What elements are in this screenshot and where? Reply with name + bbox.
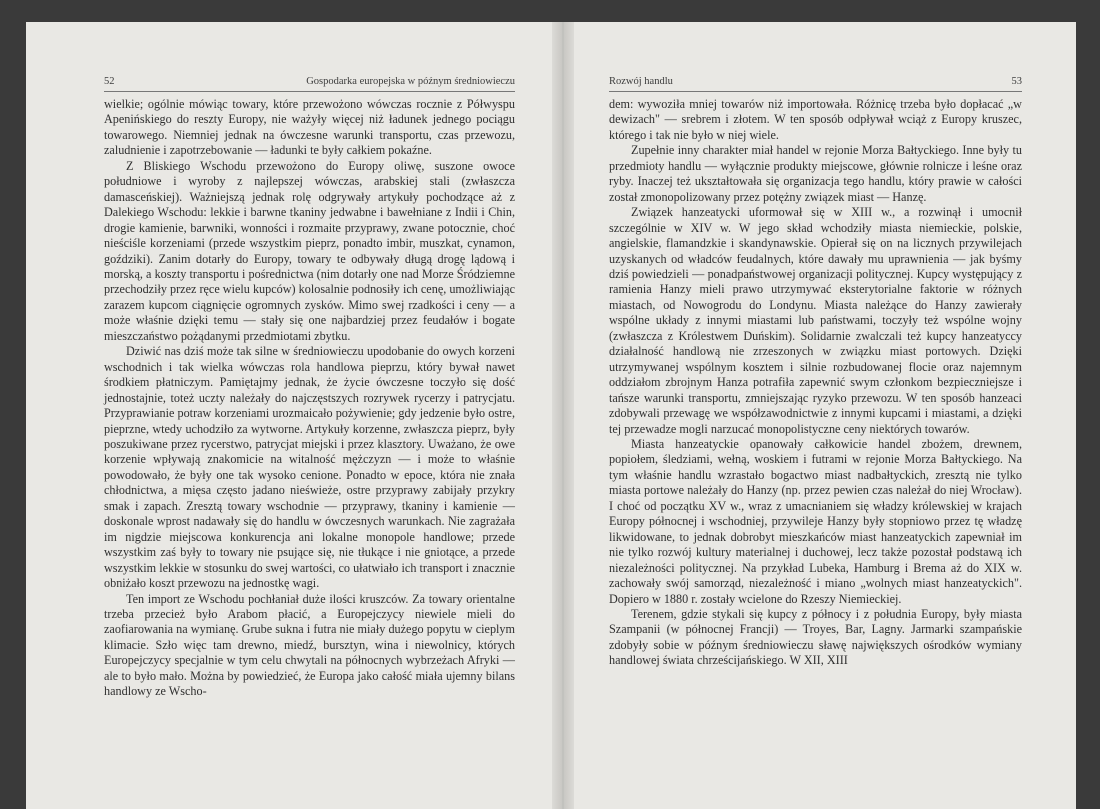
paragraph: Dziwić nas dziś może tak silne w średniowieczu upodobanie do owych korzeni wschodnich i tak wielka wówczas rola handlowa pieprzu, który bywał nawet środkiem płatniczym. Pamiętajmy jednak, że życie ówczesne toczyło się dość jednostajnie, toteż uczty należały do najczęstszych rozrywek rycerzy i patrycjatu. Przyprawianie potraw korzeniami urozmaicało pożywienie; gdy jedzenie było ostre, pieprzne, wtedy uchodziło za wytworne. Artykuły korzenne, zwłaszcza pieprz, były poszukiwane przez rycerstwo, patrycjat miejski i przez klasztory. Uważano, że owe korzenie wpływają znakomicie na witalność mężczyzn — i może to właśnie powodowało, że były one tak wysoko cenione. Ponadto w epoce, która nie znała chłodnictwa, a mięsa często jadano nieświeże, ostre przyprawy zabijały przykry smak i zapach. Zresztą towary wschodnie — przyprawy, tkaniny i kamienie — doskonale wprost nadawały się do handlu w ówczesnych warunkach. Nie zagrażała im nigdzie miejscowa konkurencja ani lokalne monopole handlowe; przede wszystkim zaś były to towary nie psujące się, nie tłukące i nie gniotące, a przede wszystkim lekkie w stosunku do swej wartości, co ułatwiało ich transport i znacznie obniżało koszt przewozu na jednostkę wagi.	[104, 344, 515, 591]
paragraph: wielkie; ogólnie mówiąc towary, które przewożono wówczas rocznie z Półwyspu Apenińskiego do reszty Europy, nie ważyły więcej niż ładunek jednego pociągu towarowego. Niemniej jednak na ówczesne warunki transportu, czas przewozu, zaludnienie i zapotrzebowanie — ładunki te były całkiem pokaźne.	[104, 97, 515, 158]
right-page	[574, 22, 1076, 809]
paragraph: Związek hanzeatycki uformował się w XIII w., a rozwinął i umocnił szczególnie w XIV w. W jego skład wchodziły miasta niemieckie, polskie, angielskie, flamandzkie i skandynawskie. Opierał się on na licznych przywilejach uzyskanych od władców feudalnych, które dawały mu uprawnienia — jak byśmy dziś powiedzieli — ponadpaństwowej organizacji politycznej. Kupcy występujący z ramienia Hanzy mieli prawo utrzymywać eksterytorialne faktorie w różnych miastach, od Nowogrodu do Londynu. Miasta należące do Hanzy zawierały wspólne układy z innymi miastami lub państwami, toczyły też wspólne wojny (zwłaszcza z Królestwem Duńskim). Solidarnie zwalczali też kupcy hanzeatyccy działalność handlową nie zrzeszonych w związku miast portowych. Dzięki utrzymywanej wspólnym kosztem i silnie rozbudowanej flocie oraz najemnym oddziałom zbrojnym Hanza potrafiła zapewnić swym członkom bezpieczniejsze i tańsze warunki transportu, zmniejszając ryzyko przewozu. W ten sposób hanzeaci zdobywali przewagę we współzawodnictwie z innymi kupcami i miastami, a dzięki tej przewadze mogli narzucać monopolistyczne ceny niektórych towarów.	[609, 205, 1022, 436]
right-page-body	[609, 97, 1022, 669]
paragraph: Ten import ze Wschodu pochłaniał duże ilości kruszców. Za towary orientalne trzeba przecież było Arabom płacić, a Europejczycy niewiele mieli do zaofiarowania na wymianę. Grube sukna i futra nie miały dużego popytu w cieplym klimacie. Szło więc tam drewno, miedź, bursztyn, wina i niewolnicy, których Europejczycy specjalnie w tym celu chwytali na północnych wybrzeżach Afryki — ale to było mało. Można by powiedzieć, że Europa jako całość miała ujemny bilans handlowy ze Wscho-	[104, 591, 515, 699]
page-number: 53	[1011, 76, 1022, 87]
running-head: Rozwój handlu	[609, 76, 673, 87]
left-page	[26, 22, 552, 809]
paragraph: dem: wywoziła mniej towarów niż importowała. Różnicę trzeba było dopłacać „w dewizach" — srebrem i złotem. W ten sposób odpływał wciąż z Europy kruszec, którego i tak nie było w niej wiele.	[609, 97, 1022, 142]
left-page-header	[104, 76, 515, 92]
left-page-body	[104, 97, 515, 700]
paragraph: Miasta hanzeatyckie opanowały całkowicie handel zbożem, drewnem, popiołem, śledziami, wełną, woskiem i futrami w rejonie Morza Bałtyckiego. Na tym właśnie handlu wzrastało bogactwo miast nadbałtyckich, zresztą nie tylko miasta portowe należały do Hanzy (np. przez pewien czas należał do niej Wrocław). I choć od początku XV w., wraz z umacnianiem się władzy królewskiej w krajach Europy północnej i wschodniej, przywileje Hanzy były stopniowo przez tę władzę likwidowane, to jednak dobrobyt mieszkańców miast hanzeatyckich zapewniał im nie tylko rozwój kultury materialnej i duchowej, lecz także pozostał podstawą ich niezależności politycznej. Na przykład Lubeka, Hamburg i Brema aż do XIX w. zachowały swój samorząd, niezależność i miano „wolnych miast hanzeatyckich". Dopiero w 1880 r. zostały wcielone do Rzeszy Niemieckiej.	[609, 436, 1022, 606]
paragraph: Terenem, gdzie stykali się kupcy z północy i z południa Europy, były miasta Szampanii (w północnej Francji) — Troyes, Bar, Lagny. Jarmarki szampańskie zdobyły sobie w późnym średniowieczu sławę największych ośrodków wymiany handlowej świata chrześcijańskiego. W XII, XIII	[609, 606, 1022, 668]
paragraph: Z Bliskiego Wschodu przewożono do Europy oliwę, suszone owoce południowe i wyroby z najlepszej wówczas, arabskiej stali (zwłaszcza damasceńskiej). Ważniejszą jednak rolę odgrywały artykuły pochodzące aż z Dalekiego Wschodu: lekkie i barwne tkaniny jedwabne i bawełniane z Indii i Chin, drogie kamienie, barwniki, wonności i rozmaite przyprawy, zwane potocznie, choć nieściśle korzeniami (przede wszystkim pieprz, ponadto imbir, muszkat, cynamon, goździki). Zanim dotarły do Europy, towary te odbywały długą drogę lądową i morską, a koszty transportu i pośrednictwa (nim dotarły one nad Morze Śródziemne przechodziły przez ręce wielu kupców) kolosalnie podnosiły ich cenę, umożliwiając zarazem kupcom ciągnięcie ogromnych zysków. Mimo swej rzadkości i ceny — a może właśnie dzięki temu — stały się one najbardziej przez feudałów i bogate mieszczaństwo pożądanymi przedmiotami zbytku.	[104, 158, 515, 343]
paragraph: Zupełnie inny charakter miał handel w rejonie Morza Bałtyckiego. Inne były tu przedmioty handlu — wyłącznie produkty miejscowe, głównie rolnicze i leśne oraz ryby. Inaczej też ukształtowała się organizacja tego handlu, który prawie w całości został zmonopolizowany przez potężny związek miast — Hanzę.	[609, 143, 1022, 204]
book-spread	[26, 22, 1076, 809]
right-page-header	[609, 76, 1022, 92]
running-head: Gospodarka europejska w późnym średniowieczu	[306, 76, 515, 87]
page-number: 52	[104, 76, 115, 87]
book-gutter	[552, 22, 574, 809]
